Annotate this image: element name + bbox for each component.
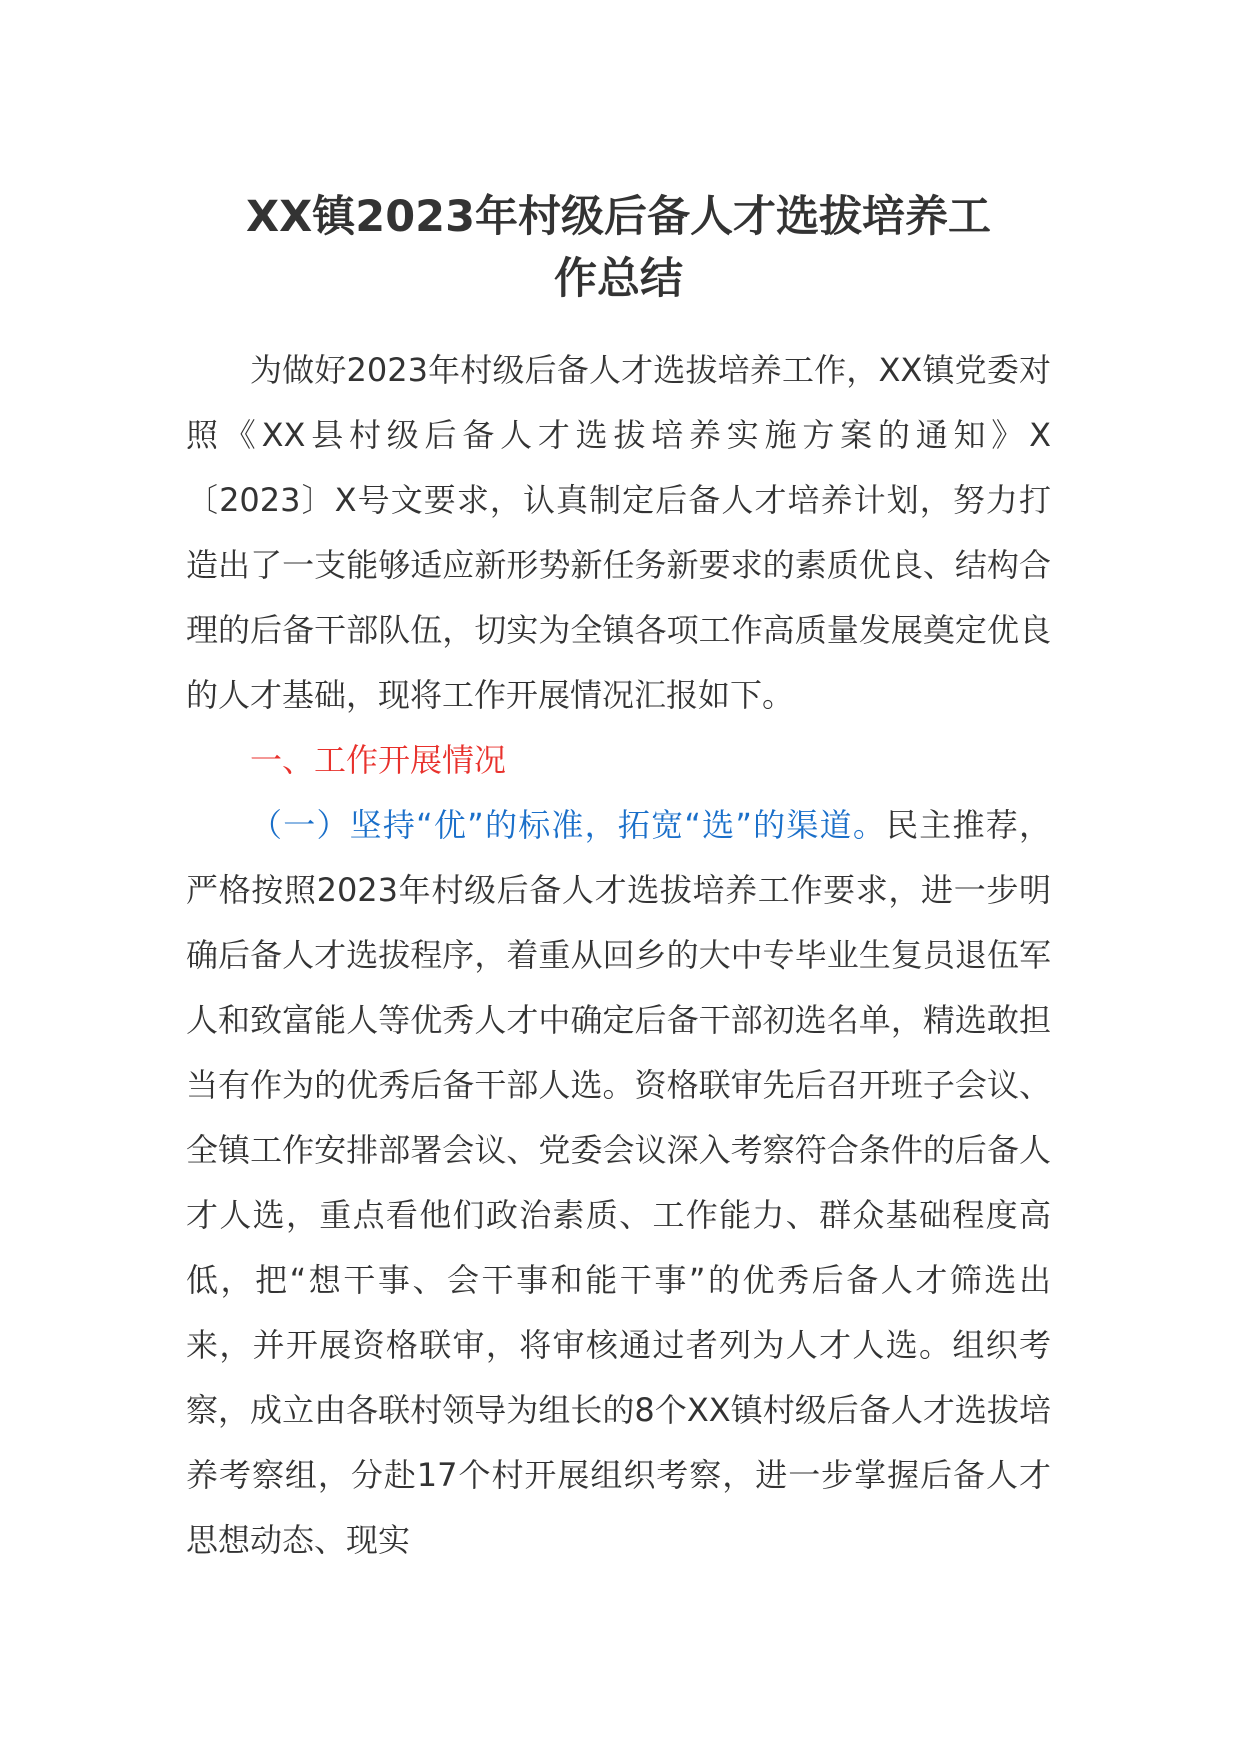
subsection-paragraph (186, 793, 1051, 1573)
subsection-body: 民主推荐，严格按照2023年村级后备人才选拔培养工作要求，进一步明确后备人才选拔程序，着重从回乡的大中专毕业生复员退伍军人和致富能人等优秀人才中确定后备干部初选名单，精选敢担当有作为的优秀后备干部人选。资格联审先后召开班子会议、全镇工作安排部署会议、党委会议深入考察符合条件的后备人才人选，重点看他们政治素质、工作能力、群众基础程度高低，把“想干事、会干事和能干事”的优秀后备人才筛选出来，并开展资格联审，将审核通过者列为人才人选。组织考察，成立由各联村领导为组长的8个XX镇村级后备人才选拔培养考察组，分赴17个村开展组织考察，进一步掌握后备人才思想动态、现实 (186, 806, 1051, 1559)
document-content (186, 186, 1051, 1573)
subsection-heading: （一）坚持“优”的标准，拓宽“选”的渠道。 (250, 806, 887, 844)
document-body (186, 338, 1051, 1573)
document-title (186, 186, 1051, 310)
section-heading: 一、工作开展情况 (250, 741, 507, 779)
document-title-line-2: 作总结 (554, 254, 683, 304)
intro-paragraph: 为做好2023年村级后备人才选拔培养工作，XX镇党委对照《XX县村级后备人才选拔培养实施方案的通知》X〔2023〕X号文要求，认真制定后备人才培养计划，努力打造出了一支能够适应新形势新任务新要求的素质优良、结构合理的后备干部队伍，切实为全镇各项工作高质量发展奠定优良的人才基础，现将工作开展情况汇报如下。 (186, 351, 1051, 714)
document-title-line-1: XX镇2023年村级后备人才选拔培养工 (246, 192, 991, 242)
